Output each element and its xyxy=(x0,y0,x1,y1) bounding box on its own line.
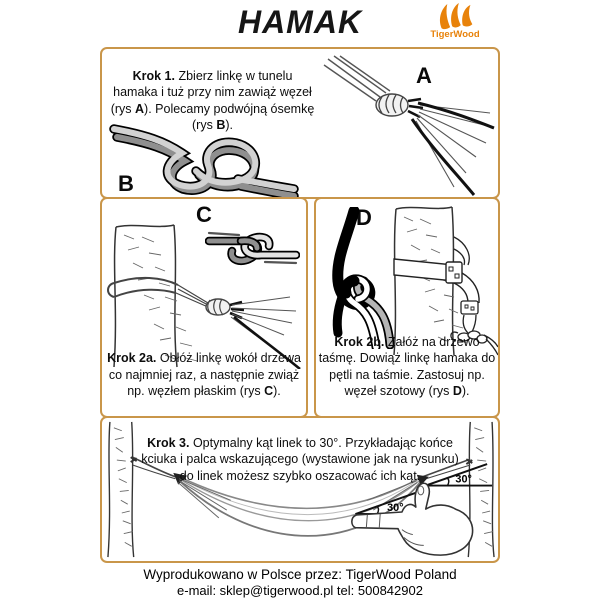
bark-texture-left xyxy=(114,428,133,547)
tree-rope-wrap-illustration xyxy=(104,221,304,369)
krok2b-text: Krok 2b. Załóż na drzewo taśmę. Dowiąż linkę hamaka do pętli na taśmie. Zastosuj np. węzeł szotowy (rys D). xyxy=(318,334,496,398)
bark-texture-right xyxy=(474,428,493,547)
krok3-label: Krok 3. xyxy=(147,435,190,450)
strap-behind xyxy=(454,237,469,265)
krok1-text: Krok 1. Zbierz linkę w tunelu hamaka i tuż przy nim zawiąż węzeł (rys A). Polecamy podwójną ósemkę (rys B). xyxy=(110,68,315,132)
left-tree xyxy=(108,422,134,557)
gather-scribble xyxy=(408,99,423,117)
panel-krok-1 xyxy=(100,47,500,199)
cord-bundle xyxy=(324,56,390,101)
krok2a-label: Krok 2a. xyxy=(107,351,157,365)
tree-strap-band xyxy=(394,259,454,281)
contact-line: e-mail: sklep@tigerwood.pl tel: 500842902 xyxy=(177,583,423,598)
fabric-fan-lines xyxy=(416,105,492,187)
krok2b-label: Krok 2b. xyxy=(334,334,385,349)
strap-buckle xyxy=(446,262,462,283)
hammock-edge-top xyxy=(418,103,494,128)
panel-krok-2b xyxy=(314,197,500,418)
strap-loop xyxy=(461,301,478,314)
footer xyxy=(0,567,600,599)
krok1-label: Krok 1. xyxy=(132,68,175,83)
rope-wrap xyxy=(108,278,178,297)
angle-label-upper: 30° xyxy=(455,473,472,486)
krok2a-text: Krok 2a. Obłóż linkę wokół drzewa co najmniej raz, a następnie zwiąż np. węzłem płaskim (rys C). xyxy=(107,351,301,398)
figure-d-label: D xyxy=(356,205,372,230)
figure-a-hammock-end-illustration xyxy=(316,51,496,197)
tiger-claw-icon xyxy=(433,3,477,30)
krok3-text: Krok 3. Optymalny kąt linek to 30°. Przykładając końce kciuka i palca wskazującego (wystawione jak na rysunku) do linek możesz szybko oszacować ich kąt. xyxy=(141,435,459,483)
figure-c-label: C xyxy=(196,202,212,227)
page-title: HAMAK xyxy=(237,4,363,40)
brand-name: TigerWood xyxy=(430,29,480,40)
panel-krok-2a xyxy=(100,197,308,418)
angle-label-lower: 30° xyxy=(387,502,404,515)
rope-strands xyxy=(114,129,294,196)
figure-b-label: B xyxy=(118,171,134,196)
panel-krok-3 xyxy=(100,416,500,563)
figure-b-double-eight-knot-illustration xyxy=(108,113,303,197)
hammock-edge-bottom xyxy=(412,119,474,195)
brand-logo xyxy=(412,3,498,40)
figure-a-label: A xyxy=(416,63,432,88)
manufacturer-line: Wyprodukowano w Polsce przez: TigerWood Poland xyxy=(143,567,457,582)
